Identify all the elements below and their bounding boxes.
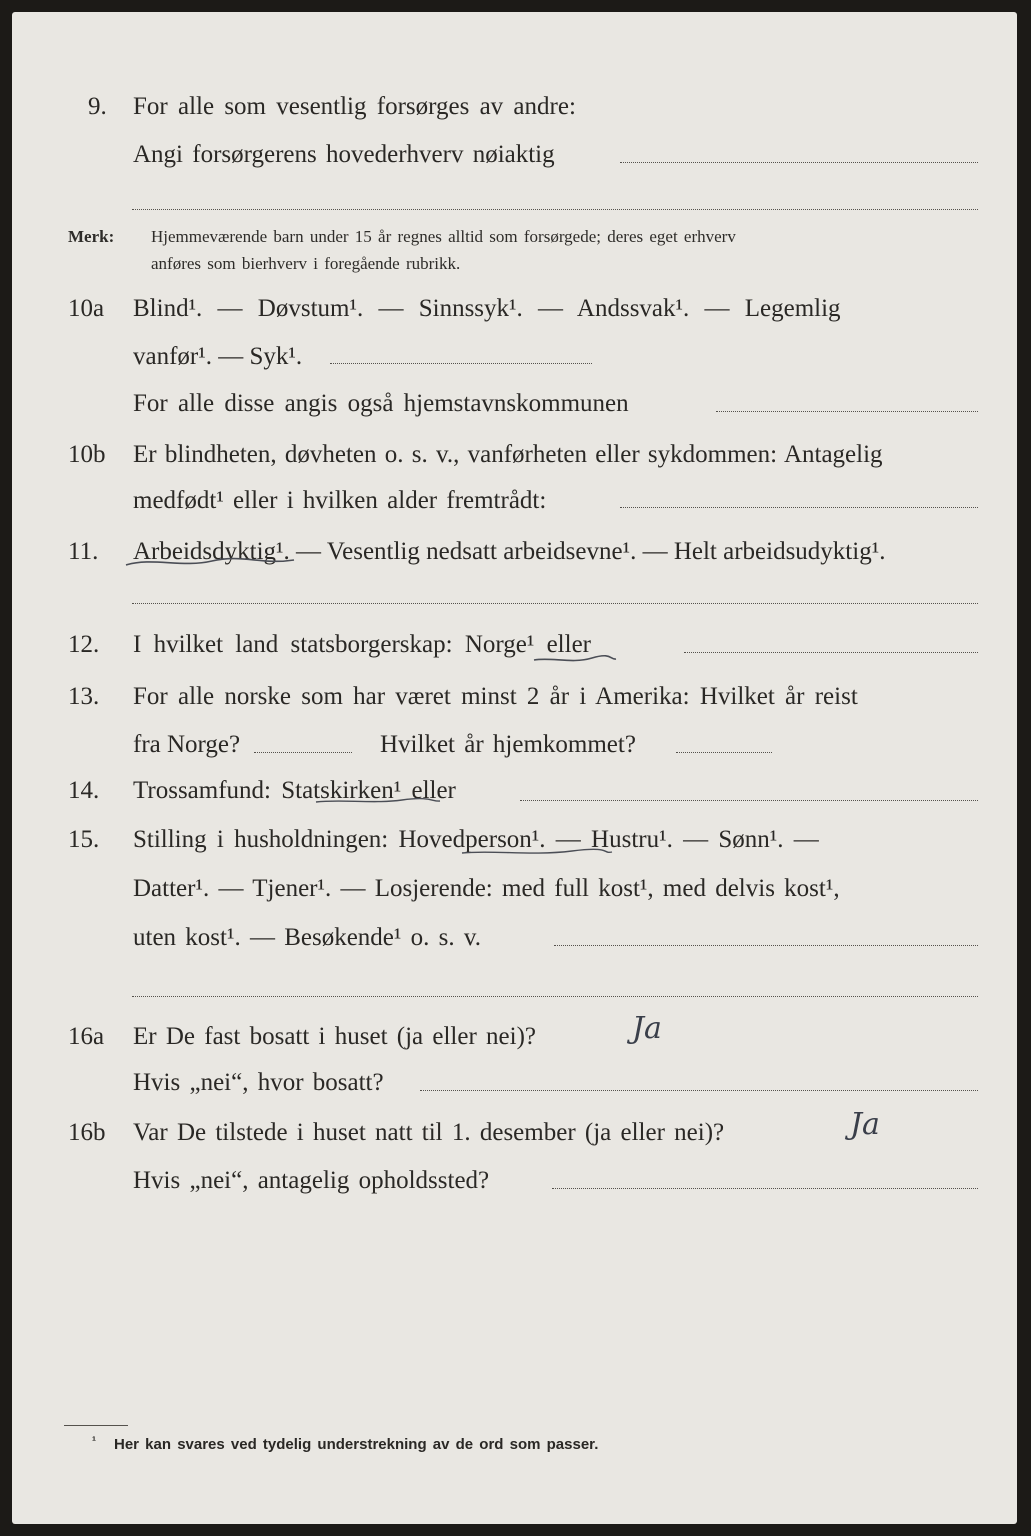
q13-number: 13. <box>68 683 100 710</box>
q16a-line1: Er De fast bosatt i huset (ja eller nei)? <box>133 1023 537 1050</box>
q16b-number: 16b <box>68 1119 106 1146</box>
q10a-line1: Blind¹. — Døvstum¹. — Sinnssyk¹. — Andssvak¹. — Legemlig <box>133 295 841 322</box>
q15-line2: Datter¹. — Tjener¹. — Losjerende: med full kost¹, med delvis kost¹, <box>133 875 840 902</box>
q16b-line2: Hvis „nei“, antagelig opholdssted? <box>133 1167 490 1194</box>
q13-line1: For alle norske som har været minst 2 år i Amerika: Hvilket år reist <box>133 683 858 710</box>
census-form-page <box>12 12 1017 1524</box>
q16a-line2: Hvis „nei“, hvor bosatt? <box>133 1069 384 1096</box>
q12-line1: I hvilket land statsborgerskap: Norge¹ eller <box>133 631 591 658</box>
q16b-handwritten-answer: Ja <box>850 1107 880 1142</box>
q10a-number: 10a <box>68 295 105 322</box>
q9-line2: Angi forsørgerens hovederhverv nøiaktig <box>133 141 555 168</box>
q15-number: 15. <box>68 826 100 853</box>
q9-line1: For alle som vesentlig forsørges av andre: <box>133 93 576 120</box>
pencil-underline-marks <box>12 12 1017 1524</box>
q9-number: 9. <box>88 93 107 120</box>
q10b-line2: medfødt¹ eller i hvilken alder fremtrådt: <box>133 487 547 514</box>
q16b-line1: Var De tilstede i huset natt til 1. desember (ja eller nei)? <box>133 1119 725 1146</box>
q11-number: 11. <box>68 538 99 565</box>
merk-label: Merk: <box>68 227 115 246</box>
q15-line1: Stilling i husholdningen: Hovedperson¹. — Hustru¹. — Sønn¹. — <box>133 826 819 853</box>
q10a-line3: For alle disse angis også hjemstavnskommunen <box>133 390 629 417</box>
q14-line1: Trossamfund: Statskirken¹ eller <box>133 777 456 804</box>
q10b-line1: Er blindheten, døvheten o. s. v., vanførheten eller sykdommen: Antagelig <box>133 441 883 468</box>
q16a-handwritten-answer: Ja <box>632 1011 662 1046</box>
q15-line3: uten kost¹. — Besøkende¹ o. s. v. <box>133 924 482 951</box>
q10a-line2: vanfør¹. — Syk¹. <box>133 343 303 370</box>
footnote-mark: ¹ <box>92 1434 96 1448</box>
merk-line1: Hjemmeværende barn under 15 år regnes alltid som forsørgede; deres eget erhverv <box>151 227 736 246</box>
q16a-number: 16a <box>68 1023 105 1050</box>
merk-line2: anføres som bierhverv i foregående rubrikk. <box>151 254 461 273</box>
q13-line2b: Hvilket år hjemkommet? <box>380 731 636 758</box>
q12-number: 12. <box>68 631 100 658</box>
q14-number: 14. <box>68 777 100 804</box>
footnote-text: Her kan svares ved tydelig understrekning av de ord som passer. <box>114 1436 599 1453</box>
q10b-number: 10b <box>68 441 106 468</box>
q13-line2a: fra Norge? <box>133 731 241 758</box>
q11-line1: Arbeidsdyktig¹. — Vesentlig nedsatt arbeidsevne¹. — Helt arbeidsudyktig¹. <box>133 538 886 565</box>
